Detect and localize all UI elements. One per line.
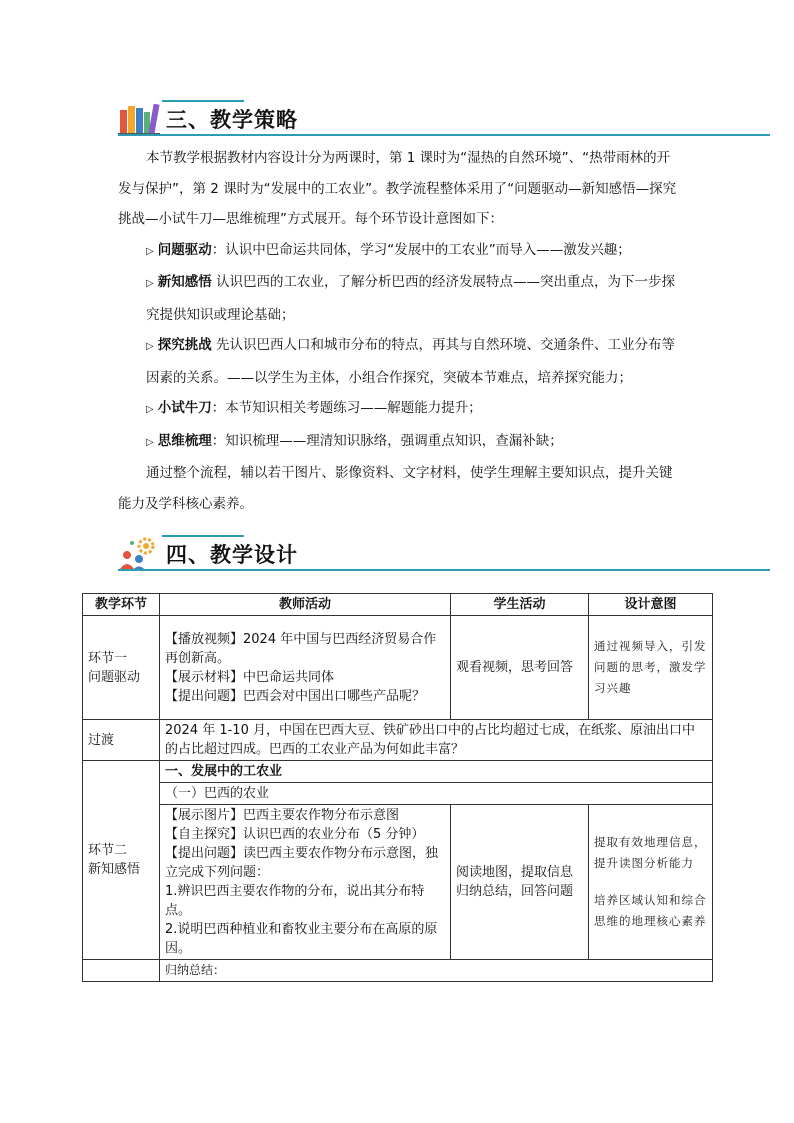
teamwork-gear-icon [118,537,160,571]
books-icon [118,102,160,136]
section-header-strategy [118,100,770,140]
teaching-design-table [82,593,713,982]
header-teacher: 教师活动 [160,594,451,616]
teacher-activity: 【提出问题】读巴西主要农作物分布示意图，独立完成下列问题： [165,846,439,880]
bullet-item [118,426,678,459]
teacher-activity: 【展示图片】巴西主要农作物分布示意图 [165,808,400,823]
bullet-item [118,330,678,393]
header-top-rule [162,100,244,102]
section-title: 三、教学策略 [166,108,298,132]
bullet-text: ：认识中巴命运共同体，学习“发展中的工农业”而导入——激发兴趣； [211,241,631,258]
triangle-bullet-icon: ▷ [146,341,154,352]
section-header-design [118,535,770,575]
transition-text: 2024 年 1-10 月，中国在巴西大豆、铁矿砂出口中的占比均超过七成，在纸浆、原油出口中的占比超过四成。巴西的工农业产品为何如此丰富？ [160,720,713,761]
subsection-subheading: （一）巴西的农业 [165,786,270,801]
student-activity: 阅读地图，提取信息 [456,865,574,880]
teacher-activity: 【播放视频】2024 年中国与巴西经济贸易合作再创新高。 [165,631,437,666]
bullet-text: 认识巴西的工农业，了解分析巴西的经济发展特点——突出重点，为下一步探究提供知识或理论基础； [146,274,675,323]
design-intent: 培养区域认知和综合思维的地理核心素养 [594,893,707,928]
teacher-activity: 2.说明巴西种植业和畜牧业主要分布在高原的原因。 [165,922,438,956]
bullet-label: 问题驱动 [157,241,212,258]
header-intent: 设计意图 [589,594,713,616]
stage-label: 新知感悟 [88,862,141,877]
header-underline [118,134,770,136]
header-underline [118,569,770,571]
bullet-label: 新知感悟 [157,274,212,290]
header-stage: 教学环节 [83,594,160,616]
table-row [83,805,713,960]
header-top-rule [162,535,244,537]
bullet-label: 思维梳理 [157,432,212,449]
bullet-item [118,267,678,330]
table-row [83,616,713,720]
intro-paragraph: 本节教学根据教材内容设计分为两课时，第 1 课时为“湿热的自然环境”、“热带雨林的开发与保护”，第 2 课时为“发展中的工农业”。教学流程整体采用了“问题驱动—新知感悟—探究挑战—小试牛刀—思维梳理”方式展开。每个环节设计意图如下： [118,150,677,227]
section-title: 四、教学设计 [166,543,298,567]
bullet-item [118,393,678,426]
subsection-heading: 一、发展中的工农业 [160,761,712,783]
student-activity-cell [451,805,589,960]
triangle-bullet-icon: ▷ [146,436,154,448]
table-row [83,761,713,805]
bullet-label: 小试牛刀 [157,400,212,416]
stage-cell-empty [83,960,160,982]
summary-cell: 归纳总结： [160,960,713,982]
bullet-label: 探究挑战 [157,337,212,353]
stage-cell [83,616,160,720]
teacher-activity-cell [160,616,451,720]
design-intent-cell [589,805,713,960]
design-intent: 提取有效地理信息，提升读图分析能力 [594,835,707,870]
table-row [83,720,713,761]
teacher-activity: 【提出问题】巴西会对中国出口哪些产品呢？ [165,688,426,704]
closing-paragraph: 通过整个流程，辅以若干图片、影像资料、文字材料，使学生理解主要知识点，提升关键能力及学科核心素养。 [118,465,673,512]
bullet-text: 先认识巴西人口和城市分布的特点，再其与自然环境、交通条件、工业分布等因素的关系。——以学生为主体，小组合作探究，突破本节难点，培养探究能力； [146,337,675,386]
bullet-text: ：本节知识相关考题练习——解题能力提升； [211,400,482,416]
teacher-activity: 【自主探究】认识巴西的农业分布（5 分钟） [165,827,425,842]
heading-cell [160,761,713,805]
design-intent-cell: 通过视频导入，引发问题的思考，激发学习兴趣 [589,616,713,720]
stage-label: 环节一 [88,650,128,666]
teacher-activity: 【展示材料】中巴命运共同体 [165,669,335,685]
bullet-text: ：知识梳理——理清知识脉络，强调重点知识，查漏补缺； [211,432,563,449]
teacher-activity-cell [160,805,451,960]
stage-cell [83,761,160,960]
stage-label: 问题驱动 [88,669,141,685]
triangle-bullet-icon: ▷ [146,278,154,289]
header-student: 学生活动 [451,594,589,616]
table-header-row [83,594,713,616]
triangle-bullet-icon: ▷ [146,245,154,257]
strategy-body [118,143,678,519]
bullet-item [118,235,678,268]
table-row [83,960,713,982]
student-activity: 归纳总结，回答问题 [456,884,574,899]
triangle-bullet-icon: ▷ [146,404,154,415]
student-activity-cell: 观看视频，思考回答 [451,616,589,720]
stage-cell: 过渡 [83,720,160,761]
teacher-activity: 1.辨识巴西主要农作物的分布，说出其分布特点。 [165,884,425,918]
stage-label: 环节二 [88,843,128,858]
